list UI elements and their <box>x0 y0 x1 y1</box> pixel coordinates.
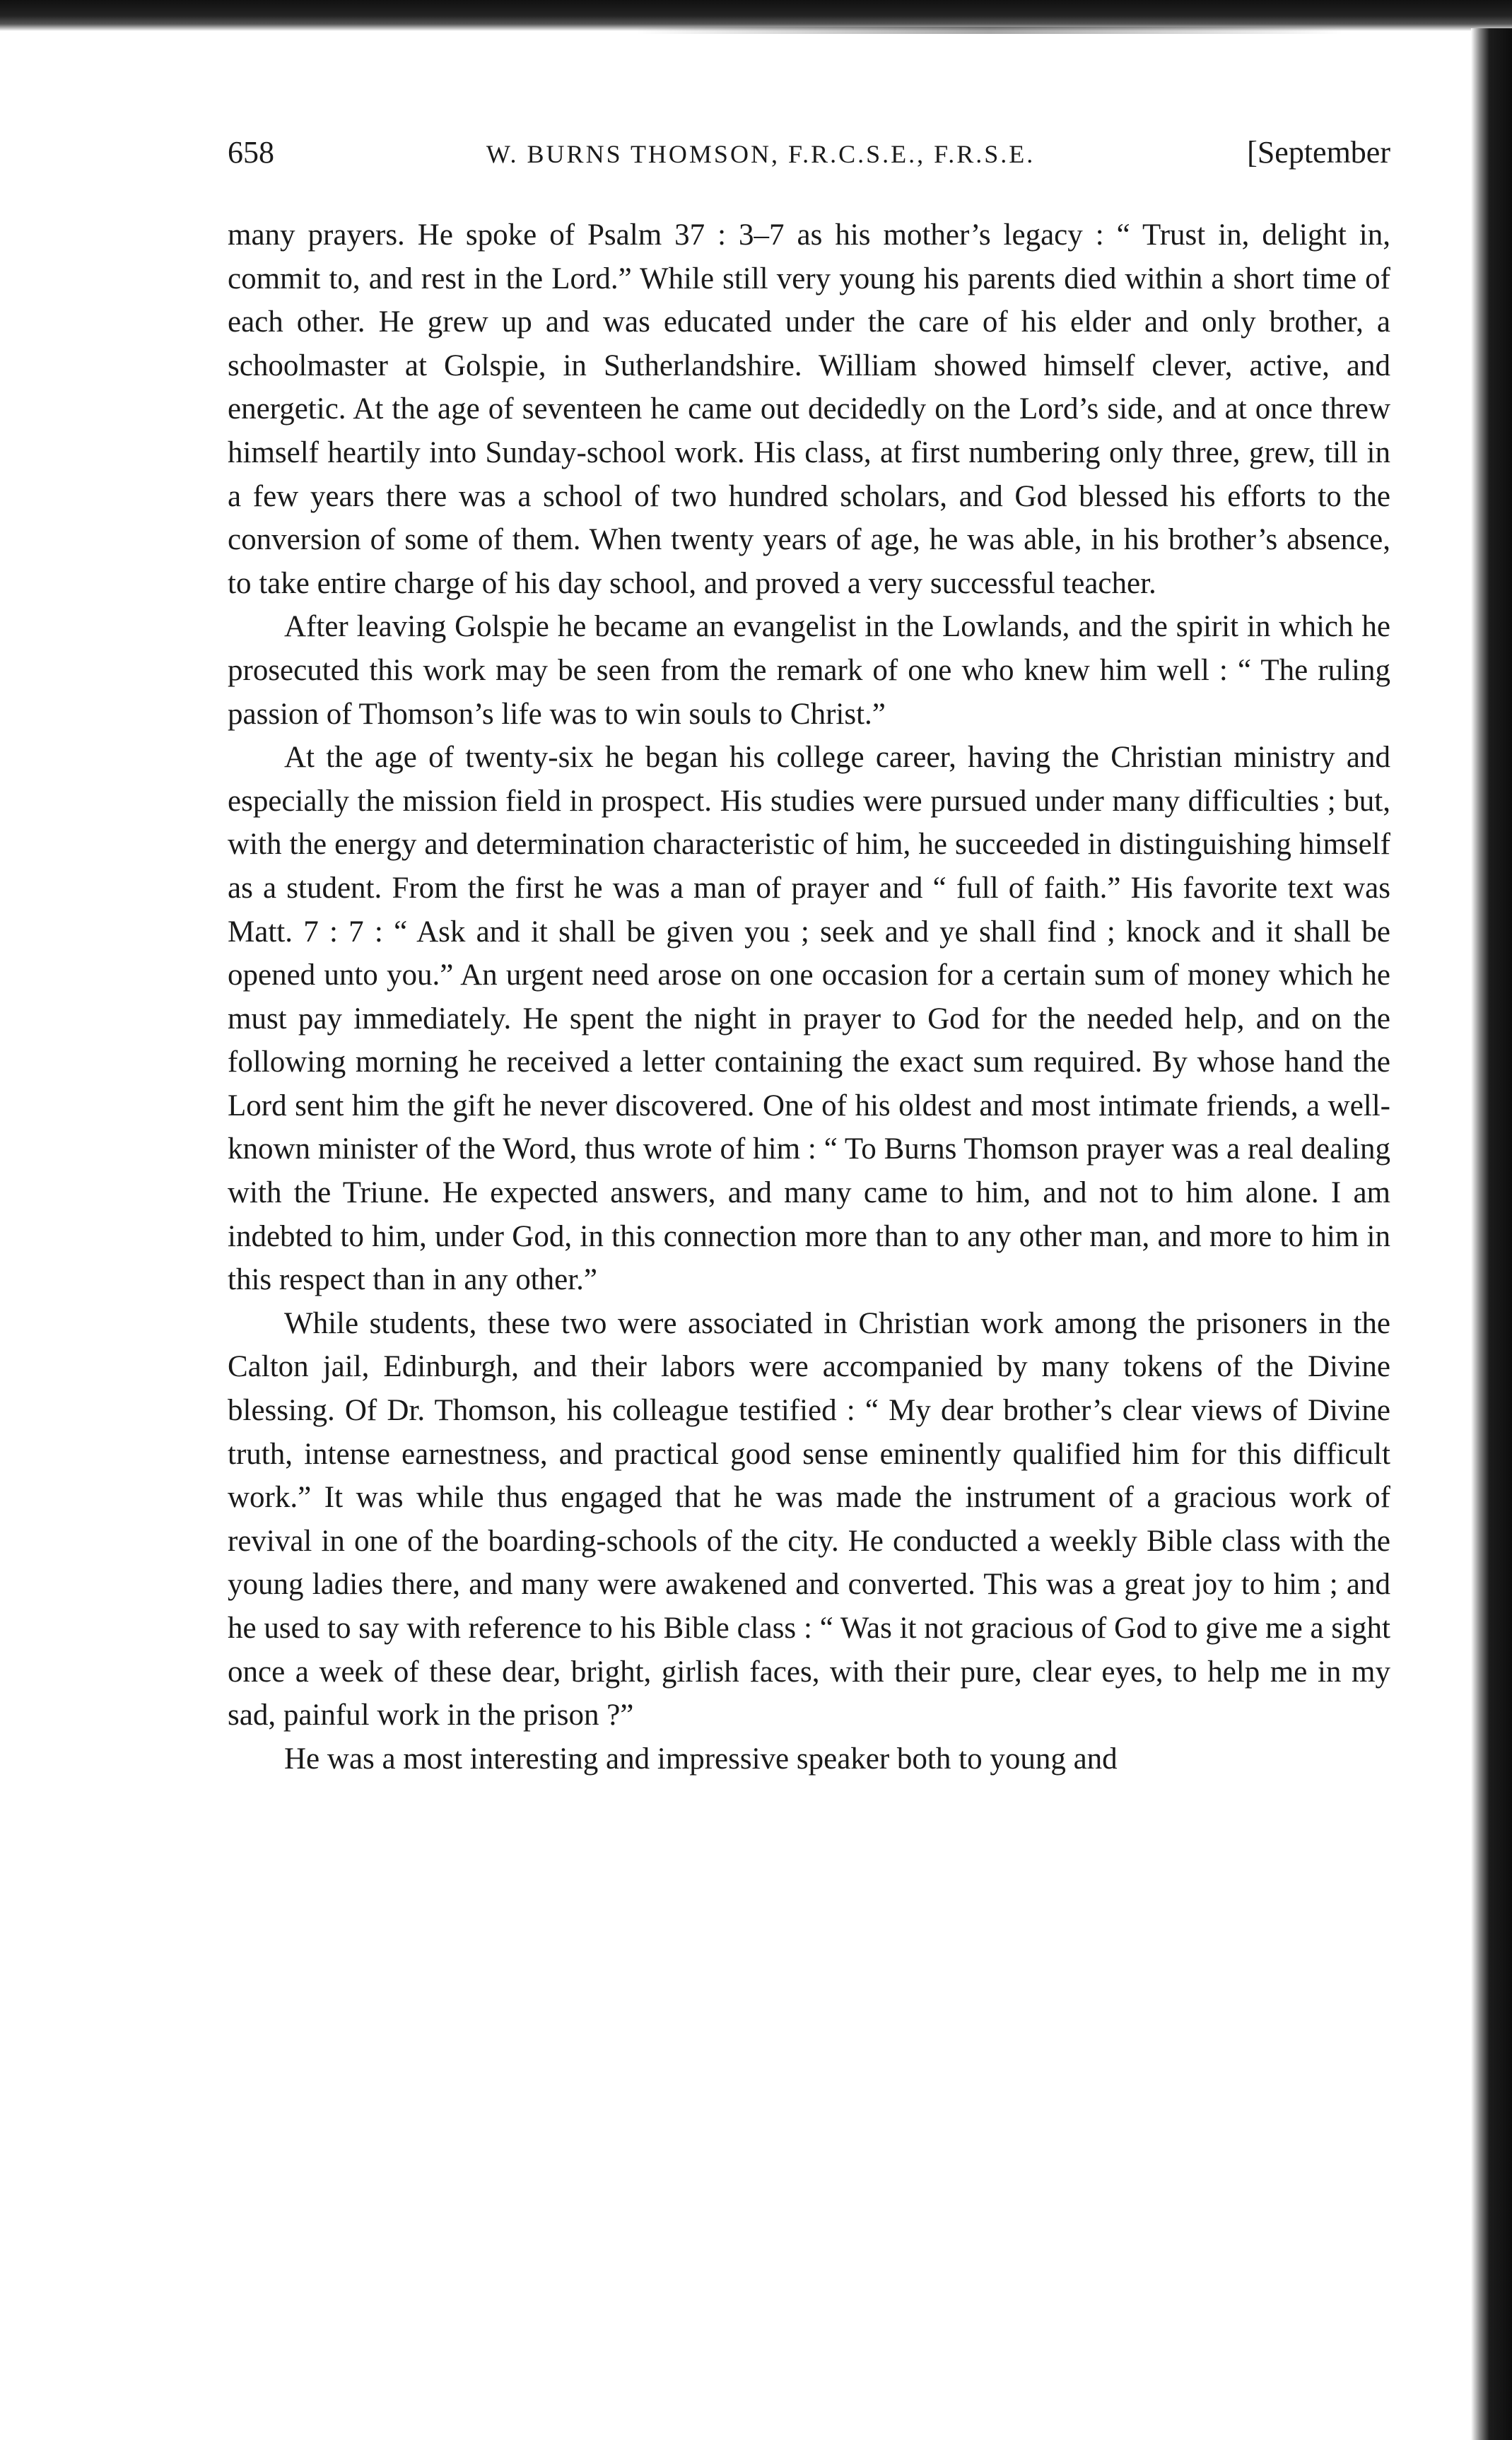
paragraph-1: many prayers. He spoke of Psalm 37 : 3–7 as his mother’s legacy : “ Trust in, delight in, commit to, and rest in the Lord.” While still very young his parents died within a short time of each other. He grew up and was educated under the care of his elder and only brother, a schoolmaster at Golspie, in Sutherlandshire. William showed himself clever, active, and energetic. At the age of seventeen he came out decidedly on the Lord’s side, and at once threw himself heartily into Sunday-school work. His class, at first numbering only three, grew, till in a few years there was a school of two hundred scholars, and God blessed his efforts to the conversion of some of them. When twenty years of age, he was able, in his brother’s absence, to take entire charge of his day school, and proved a very successful teacher. <box>228 218 1390 600</box>
book-page <box>228 134 1390 1781</box>
paragraph-2: After leaving Golspie he became an evangelist in the Lowlands, and the spirit in which he prosecuted this work may be seen from the remark of one who knew him well : “ The ruling passion of Thomson’s life was to win souls to Christ.” <box>228 610 1390 731</box>
paragraph-5: He was a most interesting and impressive speaker both to young and <box>284 1742 1118 1776</box>
running-head <box>228 134 1390 177</box>
running-title: W. BURNS THOMSON, F.R.C.S.E., F.R.S.E. <box>486 140 1036 168</box>
body-text <box>228 213 1390 1781</box>
paragraph-3: At the age of twenty-six he began his college career, having the Christian ministry and especially the mission field in prospect. His studies were pursued under many difficulties ; but, with the energy and determination characteristic of him, he succeeded in distinguishing himself as a student. From the first he was a man of prayer and “ full of faith.” His favorite text was Matt. 7 : 7 : “ Ask and it shall be given you ; seek and ye shall find ; knock and it shall be opened unto you.” An urgent need arose on one occasion for a certain sum of money which he must pay immediately. He spent the night in prayer to God for the needed help, and on the following morning he received a letter containing the exact sum required. By whose hand the Lord sent him the gift he never discovered. One of his oldest and most intimate friends, a well-known minister of the Word, thus wrote of him : “ To Burns Thomson prayer was a real dealing with the Triune. He expected answers, and many came to him, and not to him alone. I am indebted to him, under God, in this connection more than to any other man, and more to him in this respect than in any other.” <box>228 741 1390 1297</box>
scan-shadow-top <box>636 27 1343 34</box>
scan-edge-right <box>1471 28 1512 2440</box>
paragraph-4: While students, these two were associated in Christian work among the prisoners in the Calton jail, Edinburgh, and their labors were accompanied by many tokens of the Divine blessing. Of Dr. Thomson, his colleague testified : “ My dear brother’s clear views of Divine truth, intense earnestness, and practical good sense eminently qualified him for this difficult work.” It was while thus engaged that he was made the instrument of a gracious work of revival in one of the boarding-schools of the city. He conducted a weekly Bible class with the young ladies there, and many were awakened and converted. This was a great joy to him ; and he used to say with reference to his Bible class : “ Was it not gracious of God to give me a sight once a week of these dear, bright, girlish faces, with their pure, clear eyes, to help me in my sad, painful work in the prison ?” <box>228 1306 1390 1732</box>
page-number: 658 <box>228 135 274 170</box>
running-month: [September <box>1247 135 1390 170</box>
